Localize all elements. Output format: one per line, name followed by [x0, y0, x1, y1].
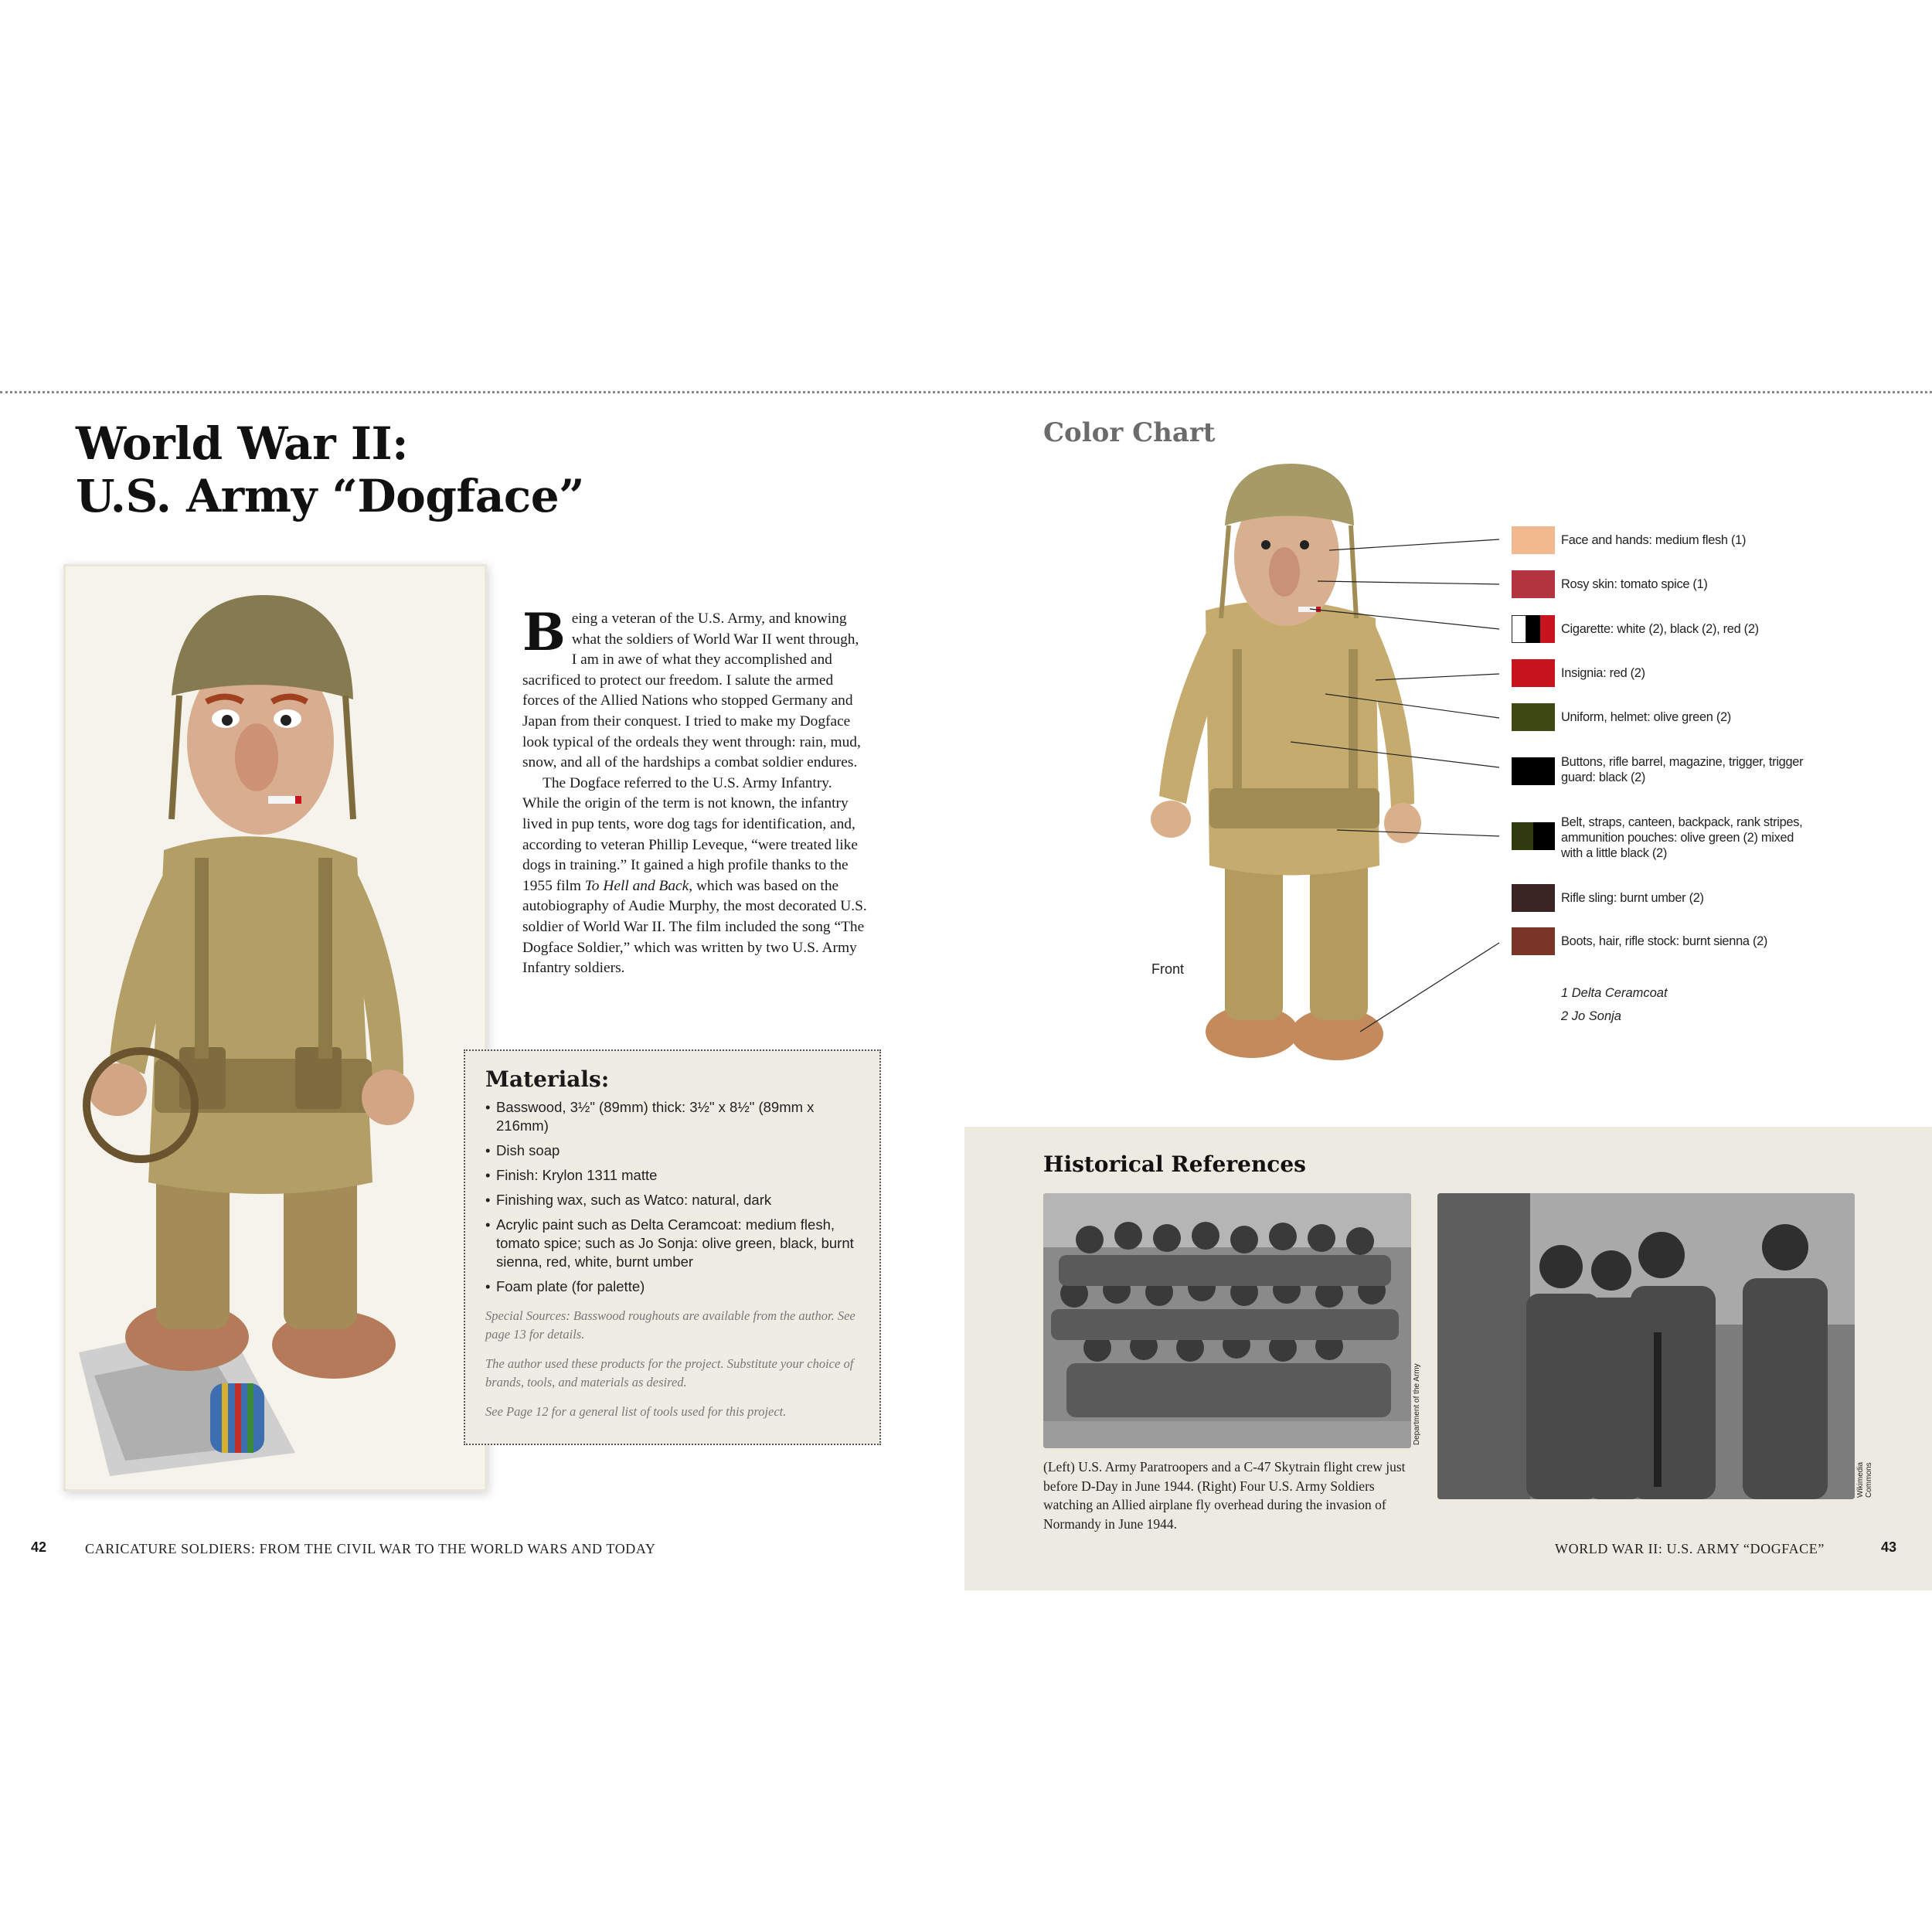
color-swatch	[1512, 659, 1555, 687]
special-sources-note: Special Sources: Basswood roughouts are available from the author. See page 13 for details.	[485, 1308, 855, 1342]
materials-item: • Finish: Krylon 1311 matte	[485, 1166, 861, 1185]
swatch-color-segment	[1512, 822, 1533, 850]
title-line-2: U.S. Army “Dogface”	[76, 470, 584, 522]
swatch-color-segment	[1512, 703, 1555, 731]
photo-credit-left: Department of the Army	[1413, 1363, 1421, 1445]
swatch-label: Boots, hair, rifle stock: burnt sienna (2)	[1561, 934, 1768, 948]
paragraph-1-text: eing a veteran of the U.S. Army, and knowing what the soldiers of World War II went through, I am in awe of what they accomplished and sacrificed to protect our freedom. I salute the armed forces of the Allied Nations who stopped Germany and Japan from their conquest. I tried to make my Dogface look typical of the ordeals they went through: rain, mud, snow, and all of the hardships a combat soldier endures.	[522, 611, 861, 771]
historical-references-title: Historical References	[1043, 1151, 1306, 1177]
legend-jo-sonja: 2 Jo Sonja	[1561, 1009, 1621, 1023]
drop-cap: B	[522, 602, 566, 662]
paratroopers-photo	[1043, 1193, 1411, 1448]
materials-item: • Foam plate (for palette)	[485, 1277, 861, 1296]
swatch-label: Buttons, rifle barrel, magazine, trigger, trigger guard: black (2)	[1561, 755, 1804, 784]
title-line-1: World War II:	[76, 417, 409, 470]
page-number-left: 42	[31, 1539, 47, 1555]
swatch-label: Uniform, helmet: olive green (2)	[1561, 710, 1731, 724]
paragraph-2-part-b: , which was based on the autobiography of Audie Murphy, the most decorated U.S. soldier of World War II. The film included the song “The Dogface Soldier,” which was written by two U.S. Army Infantry soldiers.	[522, 877, 867, 977]
swatch-label: Rosy skin: tomato spice (1)	[1561, 577, 1708, 591]
paragraph-2	[522, 774, 867, 979]
color-swatch	[1512, 526, 1555, 554]
carving-photo	[63, 564, 487, 1492]
materials-item: • Acrylic paint such as Delta Ceramcoat: medium flesh, tomato spice; such as Jo Sonja: olive green, black, burnt sienna, red, white, burnt umber	[485, 1216, 861, 1271]
color-swatch	[1512, 884, 1555, 912]
legend-delta: 1 Delta Ceramcoat	[1561, 986, 1668, 1000]
color-swatch	[1512, 703, 1555, 731]
swatch-color-segment	[1512, 884, 1555, 912]
materials-heading: Materials:	[485, 1066, 610, 1092]
soldiers-watching-illustration	[1437, 1193, 1855, 1499]
swatch-label: Cigarette: white (2), black (2), red (2)	[1561, 622, 1759, 636]
paragraph-2-part-a: The Dogface referred to the U.S. Army Infantry. While the origin of the term is not known, the infantry lived in pup tents, wore dog tags for identification, and, according to veteran Phillip Leveque, “were treated like dogs in training.” It gained a high profile thanks to the 1955 film	[522, 774, 858, 894]
swatch-color-segment	[1540, 615, 1555, 643]
running-head-left: CARICATURE SOLDIERS: FROM THE CIVIL WAR TO THE WORLD WARS AND TODAY	[85, 1541, 656, 1556]
materials-list	[485, 1098, 861, 1296]
swatch-color-segment	[1512, 526, 1555, 554]
swatch-color-segment	[1512, 927, 1555, 955]
swatch-label: Rifle sling: burnt umber (2)	[1561, 891, 1704, 905]
tools-note: See Page 12 for a general list of tools used for this project.	[485, 1404, 787, 1419]
swatch-label: Insignia: red (2)	[1561, 666, 1645, 680]
color-swatch	[1512, 822, 1555, 850]
page-number-right: 43	[1881, 1539, 1897, 1555]
film-title: To Hell and Back	[584, 877, 689, 894]
swatch-color-segment	[1533, 822, 1555, 850]
swatch-label: Face and hands: medium flesh (1)	[1561, 533, 1747, 547]
swatch-color-segment	[1526, 615, 1541, 643]
color-swatch	[1512, 927, 1555, 955]
color-swatch	[1512, 757, 1555, 785]
dotted-rule	[0, 391, 1932, 393]
page-title	[76, 417, 584, 522]
running-head-right: WORLD WAR II: U.S. ARMY “DOGFACE”	[1555, 1541, 1825, 1556]
color-swatch	[1512, 615, 1555, 643]
materials-item: • Dish soap	[485, 1141, 861, 1160]
dogface-carving-illustration	[63, 564, 487, 1492]
front-label: Front	[1151, 961, 1185, 977]
body-text	[522, 602, 867, 979]
materials-box	[464, 1049, 881, 1445]
soldiers-photo	[1437, 1193, 1855, 1499]
swatch-color-segment	[1512, 615, 1526, 643]
swatch-color-segment	[1512, 570, 1555, 598]
color-chart-title: Color Chart	[1043, 417, 1216, 448]
materials-item: • Basswood, 3½" (89mm) thick: 3½" x 8½" (89mm x 216mm)	[485, 1098, 861, 1135]
color-swatch	[1512, 570, 1555, 598]
swatch-label: Belt, straps, canteen, backpack, rank stripes, ammunition pouches: olive green (2) mixed with a little black (2)	[1561, 815, 1803, 860]
paragraph-1	[522, 602, 867, 774]
swatch-color-segment	[1512, 757, 1555, 785]
swatch-color-segment	[1512, 659, 1555, 687]
photo-credit-right: Wikimedia Commons	[1856, 1461, 1873, 1498]
photo-caption: (Left) U.S. Army Paratroopers and a C-47 Skytrain flight crew just before D-Day in June 1944. (Right) Four U.S. Army Soldiers watching an Allied airplane fly overhead during the invasion of Normandy in June 1944.	[1043, 1459, 1406, 1532]
paratroopers-illustration	[1043, 1193, 1411, 1448]
materials-item: • Finishing wax, such as Watco: natural, dark	[485, 1191, 861, 1209]
substitute-note: The author used these products for the project. Substitute your choice of brands, tools, and materials as desired.	[485, 1356, 854, 1389]
